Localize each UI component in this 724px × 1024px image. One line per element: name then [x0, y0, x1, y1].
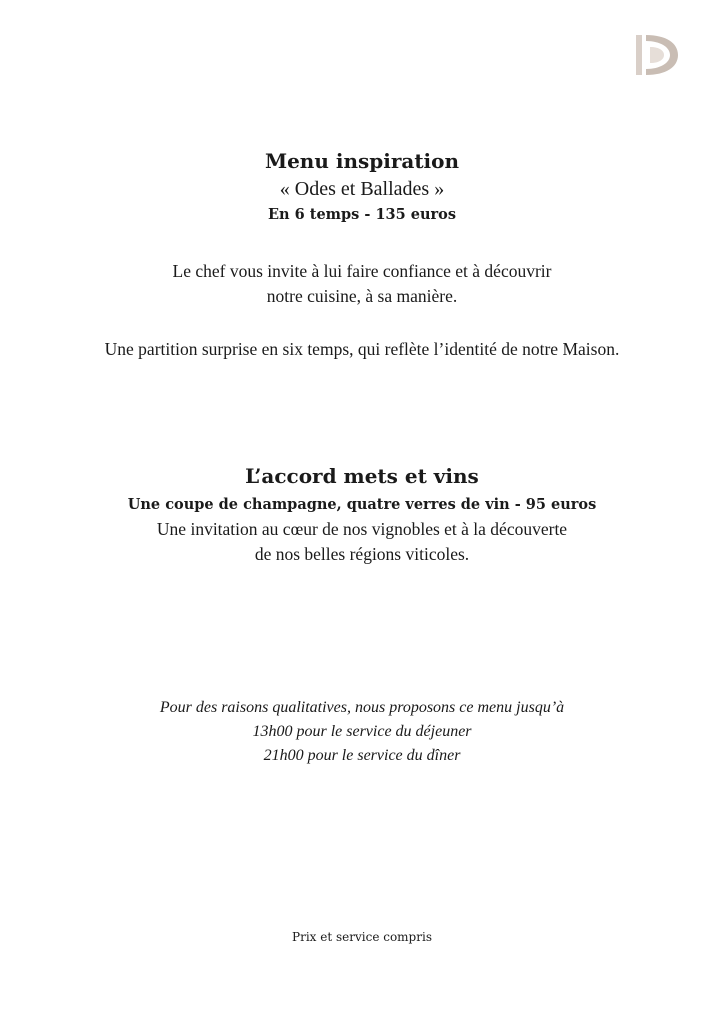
- menu-description: [0, 337, 724, 362]
- menu-price: En 6 temps - 135 euros: [267, 206, 457, 223]
- notice-line-1: Pour des raisons qualitatives, nous proposons ce menu jusqu’à: [159, 699, 565, 716]
- pairing-title: L’accord mets et vins: [245, 464, 479, 488]
- menu-intro-line-1: Le chef vous invite à lui faire confiance et à découvrir: [172, 261, 552, 281]
- pairing-price: Une coupe de champagne, quatre verres de vin - 95 euros: [127, 496, 597, 513]
- notice-line-2: 13h00 pour le service du déjeuner: [252, 723, 472, 740]
- menu-intro-line-2: notre cuisine, à sa manière.: [266, 286, 458, 306]
- pairing-section: [0, 463, 724, 567]
- d-monogram-logo-icon: [632, 33, 680, 77]
- footer-text: Prix et service compris: [292, 930, 432, 944]
- pairing-line-1: Une invitation au cœur de nos vignobles et à la découverte: [156, 519, 568, 539]
- menu-intro: [0, 259, 724, 309]
- service-notice: [0, 696, 724, 768]
- notice-line-3: 21h00 pour le service du dîner: [263, 747, 461, 764]
- menu-description-text: Une partition surprise en six temps, qui reflète l’identité de notre Maison.: [104, 339, 620, 359]
- page-footer: [0, 929, 724, 945]
- menu-title: Menu inspiration: [264, 149, 460, 173]
- menu-subtitle: « Odes et Ballades »: [279, 178, 445, 200]
- menu-section: [0, 148, 724, 226]
- pairing-line-2: de nos belles régions viticoles.: [254, 544, 470, 564]
